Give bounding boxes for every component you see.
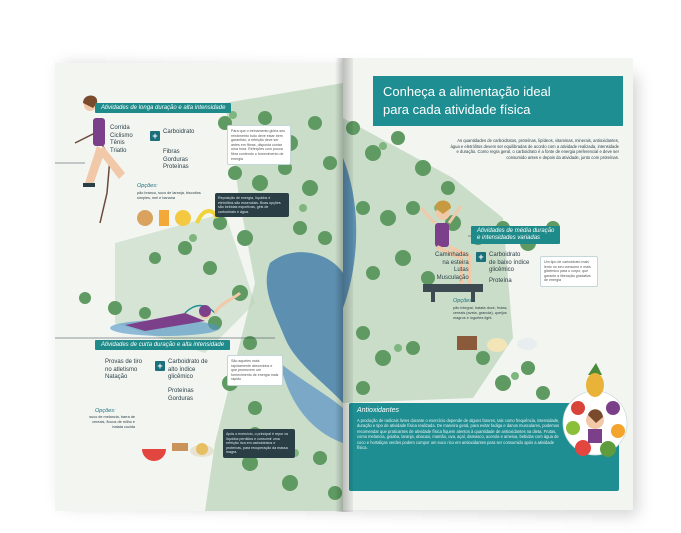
recovery-note: Após o exercício, o principal é repor os líquidos perdidos e consumir uma refeição rica em carboidratos e proteínas, para recuperação da massa magra. <box>223 429 295 458</box>
sport-item: Natação <box>105 374 128 380</box>
food-item: Proteínas <box>168 388 194 394</box>
food-item: glicêmico <box>489 267 515 273</box>
fruit-bowl-illustration <box>558 363 633 493</box>
energy-note: Reposição de energia, líquidos e eletrólitos são essenciais. Boas opções são bebidas esportivas, géis de carboidrato e água. <box>215 193 289 217</box>
sport-item: Tênis <box>110 140 125 146</box>
plus-icon: + <box>476 252 486 262</box>
options-text-short: suco de melancia, barra de cereais, flocos de milho e batata cozida <box>89 415 135 429</box>
food-item: glicêmico <box>168 374 194 380</box>
band-medium-duration <box>471 226 560 244</box>
antioxidants-text: A produção de radicais livres durante o exercício depende de alguns fatores, tais como frequência, intensidade, duração e tipo de atividade física realizada. De maneira geral, para evitar fadiga e danos musculares, podemos recomendar que praticantes de atividade física fiquem atentos à quantidade de antioxidantes na dieta. Frutas, como melancia, goiaba, laranja, abacaxi, mamão, uva, açaí, damasco, acerola e ameixa, bebidas com água de coco e hortaliças verdes podem compor um suco rico em antioxidantes para ser consumido após a atividade física. <box>357 418 560 451</box>
sport-item: Corrida <box>110 125 130 131</box>
antioxidants-title: Antioxidantes <box>357 407 400 414</box>
food-list-short-2 <box>168 388 194 403</box>
tip-note-medium: Um tipo de carboidrato mais lento no seu consumo e mais glicêmico para o corpo, que garante a liberação gradativa de energia <box>540 256 598 287</box>
band-long-duration: Atividades de longa duração e alta intensidade <box>95 103 231 113</box>
options-label-short: Opções: <box>95 408 116 414</box>
book-spine <box>335 58 353 512</box>
food-item: de baixo índice <box>489 259 530 266</box>
tip-note-short: São aqueles mais rapidamente absorvidos e que promovem um fornecimento de energia mais rápido <box>227 355 283 386</box>
food-illustrations-long <box>135 203 220 233</box>
food-item: Proteínas <box>163 164 189 170</box>
food-list-short <box>168 359 208 382</box>
food-list-long-2 <box>163 149 189 172</box>
title-box <box>373 76 623 126</box>
food-item: Fibras <box>163 149 180 155</box>
plus-icon: + <box>155 361 165 371</box>
sports-list-long <box>110 125 133 155</box>
sport-item: no atletismo <box>105 366 138 373</box>
sports-list-medium <box>435 252 469 282</box>
food-illustrations-short <box>140 435 220 463</box>
food-list-medium <box>489 252 529 275</box>
band-medium-line1: Atividades de média duração <box>477 228 555 234</box>
intro-paragraph: As quantidades de carboidratos, proteínas, lipídeos, vitaminas, minerais, antioxidantes, água e eletrólitos devem ser equilibradas de acordo com a atividade realizada, intensidade e duração. Como regra geral, o carboidrato é a fonte de energia preferencial e deve ser consumido antes e depois da atividade, junto com proteínas. <box>450 138 619 160</box>
food-item: Gorduras <box>163 156 189 163</box>
options-text-medium: pão integral, batata doce, frutas, cereais (aveia, granola), queijos magros e iogurtes light. <box>453 306 508 320</box>
options-text: pão branco, suco de laranja, biscoitos simples, mel e banana <box>137 191 201 200</box>
food-list-long <box>163 129 194 137</box>
food-item: Carboidrato de <box>168 359 208 365</box>
food-item: alto índice <box>168 366 196 373</box>
page-title-line2: para cada atividade física <box>383 102 531 117</box>
left-page <box>55 63 343 511</box>
right-page <box>343 58 633 510</box>
food-list-medium-2 <box>489 278 512 286</box>
sport-item: Provas de tiro <box>105 359 143 365</box>
sport-item: Caminhadas <box>435 252 469 258</box>
food-item: Proteína <box>489 278 512 284</box>
sport-item: Ciclismo <box>110 132 133 139</box>
sport-item: Lutas <box>454 267 469 273</box>
food-item: Carboidrato <box>489 252 521 258</box>
options-label: Opções: <box>137 183 158 189</box>
tip-note-long: Para que o treinamento glória seu rendimento tudo deve estar bem garantido; a refeição deve ser antes em fibras, disposta contar uma hora. Refeições com pouca fibra contendo o fornecimento de energia <box>227 125 291 165</box>
page-title-line1: Conheça a alimentação ideal <box>383 84 551 99</box>
band-medium-line2: e intensidades variadas <box>477 235 541 241</box>
food-illustrations-medium <box>455 330 545 360</box>
options-label-medium: Opções: <box>453 298 474 304</box>
sport-item: na esteira <box>442 259 469 266</box>
food-item: Carboidrato <box>163 129 195 135</box>
food-item: Gorduras <box>168 395 194 402</box>
sport-item: Musculação <box>436 274 469 281</box>
sports-list-short <box>105 359 142 382</box>
sport-item: Triatlo <box>110 147 127 154</box>
band-short-duration: Atividades de curta duração e alta intensidade <box>95 340 230 350</box>
plus-icon: + <box>150 131 160 141</box>
